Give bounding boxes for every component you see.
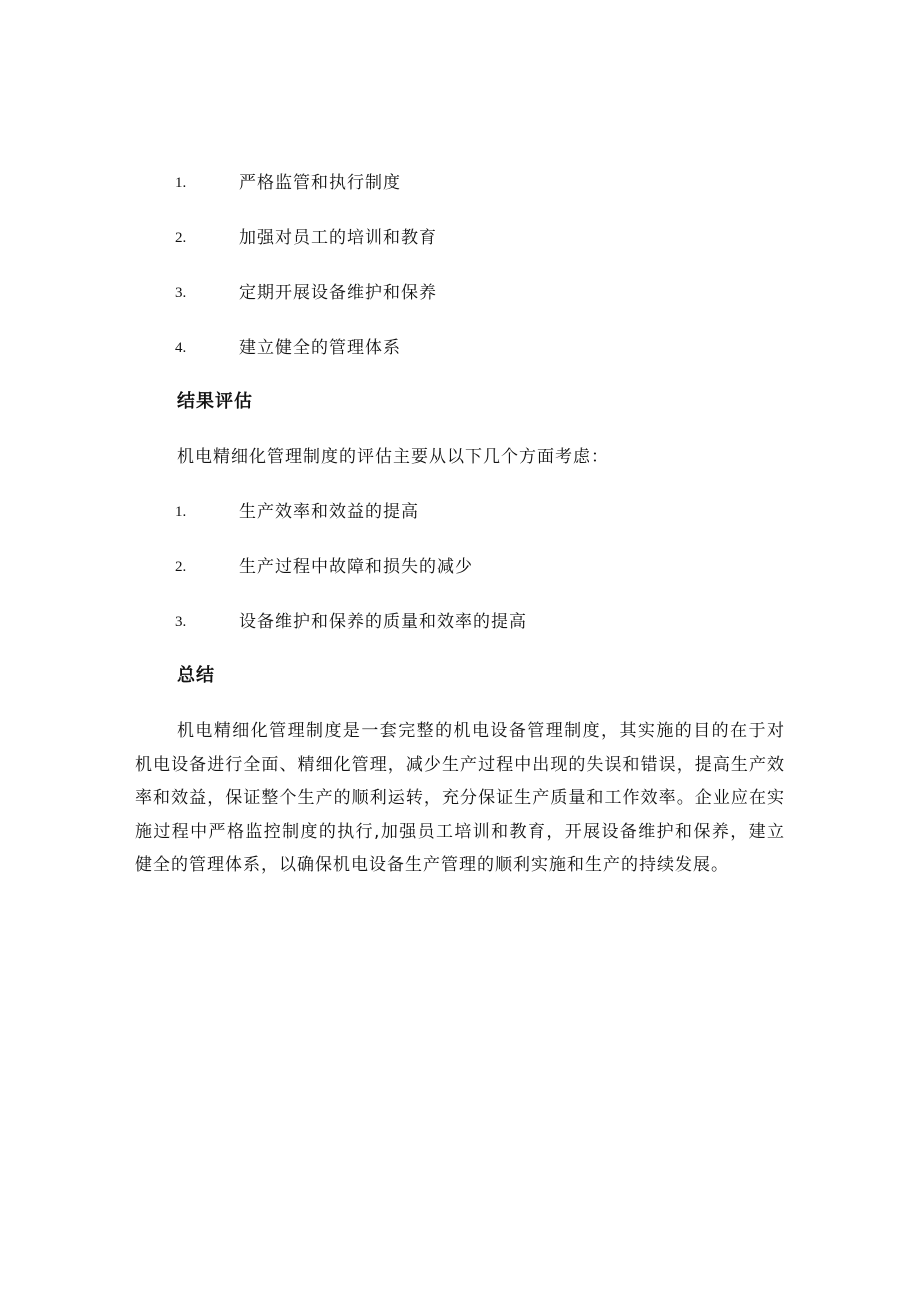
list-text: 生产效率和效益的提高 [239, 502, 419, 522]
list-text: 建立健全的管理体系 [239, 338, 401, 358]
evaluation-heading: 结果评估 [177, 391, 253, 412]
list-number: 2. [175, 230, 187, 246]
list-number: 1. [175, 504, 187, 520]
list-number: 1. [175, 175, 187, 191]
list-text: 定期开展设备维护和保养 [239, 283, 437, 303]
list-number: 3. [175, 285, 187, 301]
list-text: 加强对员工的培训和教育 [239, 228, 437, 248]
evaluation-intro: 机电精细化管理制度的评估主要从以下几个方面考虑： [177, 447, 609, 467]
list-number: 2. [175, 559, 187, 575]
summary-heading: 总结 [177, 665, 215, 686]
list-text: 严格监管和执行制度 [239, 173, 401, 193]
list-number: 4. [175, 340, 187, 356]
list-number: 3. [175, 614, 187, 630]
summary-paragraph: 机电精细化管理制度是一套完整的机电设备管理制度，其实施的目的在于对机电设备进行全面、精细化管理，减少生产过程中出现的失误和错误，提高生产效率和效益，保证整个生产的顺利运转，充分保证生产质量和工作效率。企业应在实施过程中严格监控制度的执行,加强员工培训和教育，开展设备维护和保养，建立健全的管理体系，以确保机电设备生产管理的顺利实施和生产的持续发展。 [135, 721, 785, 875]
list-text: 设备维护和保养的质量和效率的提高 [239, 612, 527, 632]
list-text: 生产过程中故障和损失的减少 [239, 557, 473, 577]
